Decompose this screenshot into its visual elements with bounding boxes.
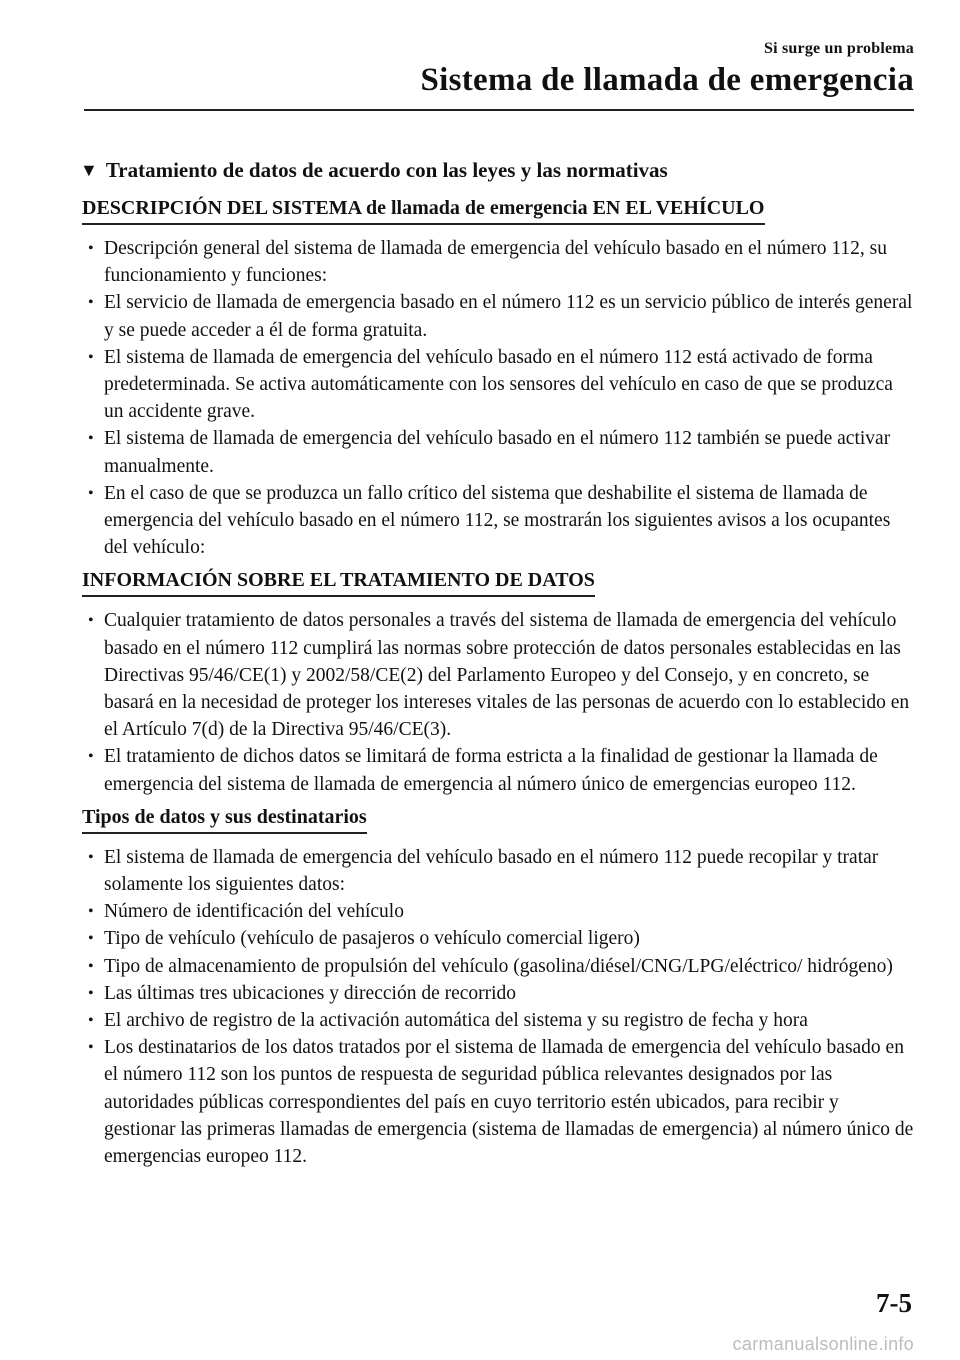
subsection-heading: Tipos de datos y sus destinatarios bbox=[82, 806, 367, 834]
bullet-icon: • bbox=[88, 240, 94, 257]
list-item-text: El sistema de llamada de emergencia del vehículo basado en el número 112 también se puede activar manualmente. bbox=[104, 428, 891, 477]
page-number: 7-5 bbox=[876, 1288, 912, 1318]
list-item bbox=[80, 289, 914, 343]
bullet-icon: • bbox=[88, 612, 94, 630]
header-divider bbox=[84, 109, 914, 111]
content-block bbox=[80, 569, 914, 797]
bullet-icon: • bbox=[88, 957, 94, 975]
bullet-icon: • bbox=[88, 1012, 94, 1030]
bullet-icon: • bbox=[88, 848, 94, 866]
list-item-text: Las últimas tres ubicaciones y dirección de recorrido bbox=[104, 982, 517, 1004]
section-title-text: Tratamiento de datos de acuerdo con las leyes y las normativas bbox=[105, 158, 668, 182]
content-block bbox=[80, 806, 914, 1170]
list-item bbox=[80, 898, 914, 925]
list-item-text: Cualquier tratamiento de datos personales a través del sistema de llamada de emergencia del vehículo basado en el número 112 cumplirá las normas sobre protección de datos personales establecidas en las Directivas 95/46/CE(1) y 2002/58/CE(2) del Parlamento Europeo y del Consejo, y en concreto, se basará en la necesidad de proteger los intereses vitales de las personas de acuerdo con lo establecido en el Artículo 7(d) de la Directiva 95/46/CE(3). bbox=[104, 610, 910, 741]
bullet-list bbox=[80, 235, 914, 561]
triangle-down-icon: ▼ bbox=[80, 160, 98, 180]
list-item bbox=[80, 980, 914, 1007]
content-block bbox=[80, 197, 914, 561]
list-item-text: Descripción general del sistema de llamada de emergencia del vehículo basado en el número 112, su funcionamiento y funciones: bbox=[104, 238, 887, 287]
bullet-list bbox=[80, 844, 914, 1170]
list-item bbox=[80, 743, 914, 797]
list-item-text: El tratamiento de dichos datos se limitará de forma estricta a la finalidad de gestionar la llamada de emergencia del sistema de llamada de emergencia al número único de emergencias europeo 112. bbox=[104, 746, 878, 795]
list-item-text: El servicio de llamada de emergencia basado en el número 112 es un servicio público de interés general y se puede acceder a él de forma gratuita. bbox=[104, 292, 913, 341]
list-item bbox=[80, 425, 914, 479]
watermark: carmanualsonline.info bbox=[732, 1334, 914, 1354]
list-item-text: El archivo de registro de la activación automática del sistema y su registro de fecha y hora bbox=[104, 1010, 808, 1032]
list-item bbox=[80, 844, 914, 898]
list-item bbox=[80, 607, 914, 743]
list-item-text: El sistema de llamada de emergencia del vehículo basado en el número 112 puede recopilar y tratar solamente los siguientes datos: bbox=[104, 846, 879, 896]
bullet-icon: • bbox=[88, 984, 94, 1002]
bullet-icon: • bbox=[88, 484, 94, 502]
blocks-container bbox=[80, 197, 914, 1170]
bullet-icon: • bbox=[88, 348, 94, 366]
bullet-icon: • bbox=[88, 930, 94, 948]
list-item bbox=[80, 953, 914, 980]
bullet-icon: • bbox=[88, 430, 94, 448]
bullet-icon: • bbox=[88, 1039, 94, 1057]
page-title: Sistema de llamada de emergencia bbox=[420, 62, 914, 98]
list-item bbox=[80, 480, 914, 562]
bullet-list bbox=[80, 607, 914, 797]
bullet-icon: • bbox=[88, 294, 94, 312]
list-item bbox=[80, 925, 914, 952]
list-item-text: El sistema de llamada de emergencia del vehículo basado en el número 112 está activado de forma predeterminada. Se activa automáticamente con los sensores del vehículo en caso de que se produzca un accidente grave. bbox=[104, 346, 893, 423]
list-item-text: Tipo de vehículo (vehículo de pasajeros o vehículo comercial ligero) bbox=[104, 928, 640, 950]
list-item-text: Número de identificación del vehículo bbox=[104, 901, 404, 923]
bullet-icon: • bbox=[88, 748, 94, 766]
chapter-label: Si surge un problema bbox=[764, 40, 914, 57]
list-item bbox=[80, 1007, 914, 1034]
list-item-text: Tipo de almacenamiento de propulsión del vehículo (gasolina/diésel/CNG/LPG/eléctrico/ hidrógeno) bbox=[104, 955, 893, 977]
bullet-icon: • bbox=[88, 903, 94, 921]
list-item-text: Los destinatarios de los datos tratados por el sistema de llamada de emergencia del vehículo basado en el número 112 son los puntos de respuesta de seguridad pública relevantes designados por las autoridades públicas correspondientes del país en cuyo territorio estén ubicados, para recibir y gestionar las primeras llamadas de emergencia (sistema de llamadas de emergencia) al número único de emergencias europeo 112. bbox=[104, 1037, 914, 1168]
subsection-heading: DESCRIPCIÓN DEL SISTEMA de llamada de emergencia EN EL VEHÍCULO bbox=[82, 197, 765, 225]
section-title bbox=[80, 158, 914, 183]
list-item bbox=[80, 344, 914, 426]
subsection-heading: INFORMACIÓN SOBRE EL TRATAMIENTO DE DATOS bbox=[82, 569, 595, 597]
list-item bbox=[80, 1034, 914, 1170]
list-item-text: En el caso de que se produzca un fallo crítico del sistema que deshabilite el sistema de llamada de emergencia del vehículo basado en el número 112, se mostrarán los siguientes avisos a los ocupantes del vehículo: bbox=[104, 482, 891, 559]
page-content bbox=[80, 158, 914, 1178]
list-item bbox=[80, 235, 914, 289]
